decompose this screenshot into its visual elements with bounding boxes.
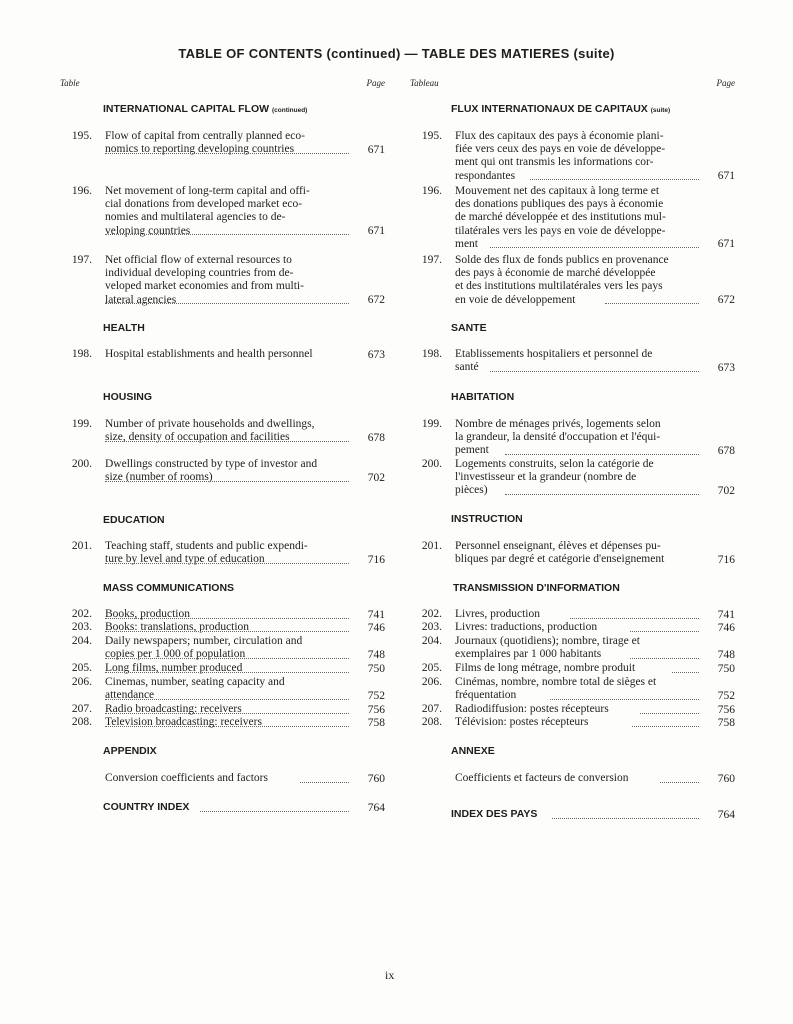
section-heading: HOUSING: [103, 391, 153, 403]
toc-entry[interactable]: INDEX DES PAYS 764: [451, 808, 735, 821]
toc-entry[interactable]: 208. Télévision: postes récepteurs 758: [421, 716, 735, 729]
page-label: Page: [366, 78, 385, 88]
toc-entry[interactable]: 207. Radiodiffusion: postes récepteurs 756: [421, 703, 735, 716]
section-heading: APPENDIX: [103, 745, 157, 757]
toc-entry[interactable]: 196. Mouvement net des capitaux à long terme et des donations publiques des pays à économie de marché développée et des institutions mul- tilatérales vers les pays en voie de développe- ment 671: [421, 185, 735, 250]
english-column: [60, 0, 385, 1024]
toc-entry[interactable]: 203. Books: translations, production 746: [71, 621, 385, 634]
column-header: [60, 78, 385, 90]
toc-entry[interactable]: 198. Etablissements hospitaliers et personnel de santé 673: [421, 348, 735, 374]
toc-entry[interactable]: Coefficients et facteurs de conversion 760: [455, 772, 735, 785]
toc-entry[interactable]: 204. Daily newspapers; number, circulation and copies per 1 000 of population 748: [71, 635, 385, 661]
section-heading: INDEX DES PAYS: [451, 808, 538, 820]
toc-entry[interactable]: COUNTRY INDEX 764: [103, 801, 385, 814]
table-label: Table: [60, 78, 80, 88]
toc-entry[interactable]: 196. Net movement of long-term capital and offi- cial donations from developed market eco- nomies and multilateral agencies to de- veloping countries 671: [71, 185, 385, 237]
toc-entry[interactable]: 205. Long films, number produced 750: [71, 662, 385, 675]
toc-entry[interactable]: 199. Number of private households and dwellings, size, density of occupation and facilities 678: [71, 418, 385, 444]
toc-entry[interactable]: 206. Cinemas, number, seating capacity and attendance 752: [71, 676, 385, 702]
toc-entry[interactable]: 208. Television broadcasting: receivers 758: [71, 716, 385, 729]
toc-entry[interactable]: 203. Livres: traductions, production 746: [421, 621, 735, 634]
section-heading: FLUX INTERNATIONAUX DE CAPITAUX (suite): [451, 103, 671, 115]
section-heading: INSTRUCTION: [451, 513, 523, 525]
toc-entry[interactable]: 204. Journaux (quotidiens); nombre, tirage et exemplaires par 1 000 habitants 748: [421, 635, 735, 661]
toc-entry[interactable]: 202. Livres, production 741: [421, 608, 735, 621]
section-heading: INTERNATIONAL CAPITAL FLOW (continued): [103, 103, 308, 115]
toc-entry[interactable]: 206. Cinémas, nombre, nombre total de sièges et fréquentation 752: [421, 676, 735, 702]
toc-entry[interactable]: 202. Books, production 741: [71, 608, 385, 621]
toc-entry[interactable]: 195. Flux des capitaux des pays à économie plani- fiée vers ceux des pays en voie de développe- ment qui ont transmis les informations cor- respondantes 671: [421, 130, 735, 182]
toc-entry[interactable]: 207. Radio broadcasting: receivers 756: [71, 703, 385, 716]
section-heading: COUNTRY INDEX: [103, 801, 190, 813]
toc-entry[interactable]: Conversion coefficients and factors 760: [105, 772, 385, 785]
table-label: Tableau: [410, 78, 439, 88]
toc-entry[interactable]: 195. Flow of capital from centrally planned eco- nomics to reporting developing countries 671: [71, 130, 385, 156]
toc-entry[interactable]: 205. Films de long métrage, nombre produit 750: [421, 662, 735, 675]
page-title: TABLE OF CONTENTS (continued) — TABLE DES MATIERES (suite): [178, 46, 615, 61]
column-header: [410, 78, 735, 90]
toc-entry[interactable]: 197. Solde des flux de fonds publics en provenance des pays à économie de marché développée et des institutions multilatérales vers les pays en voie de développement 672: [421, 254, 735, 306]
toc-entry[interactable]: 200. Logements construits, selon la catégorie de l'investisseur et la grandeur (nombre de pièces) 702: [421, 458, 735, 497]
section-heading: HABITATION: [451, 391, 515, 403]
section-heading: HEALTH: [103, 322, 145, 334]
section-heading: EDUCATION: [103, 514, 165, 526]
toc-entry[interactable]: 199. Nombre de ménages privés, logements selon la grandeur, la densité d'occupation et l'équi- pement 678: [421, 418, 735, 457]
toc-entry[interactable]: 197. Net official flow of external resources to individual developing countries from de- veloped market economies and from multi- lateral agencies 672: [71, 254, 385, 306]
page-number: ix: [385, 968, 395, 982]
toc-entry[interactable]: 201. Personnel enseignant, élèves et dépenses pu- bliques par degré et catégorie d'enseignement 716: [421, 540, 735, 566]
toc-entry[interactable]: 200. Dwellings constructed by type of investor and size (number of rooms) 702: [71, 458, 385, 484]
section-heading: TRANSMISSION D'INFORMATION: [453, 582, 620, 594]
page-label: Page: [716, 78, 735, 88]
toc-entry[interactable]: 201. Teaching staff, students and public expendi- ture by level and type of education 716: [71, 540, 385, 566]
french-column: [410, 0, 735, 1024]
section-heading: ANNEXE: [451, 745, 495, 757]
section-heading: MASS COMMUNICATIONS: [103, 582, 235, 594]
section-heading: SANTE: [451, 322, 487, 334]
toc-entry[interactable]: 198. Hospital establishments and health personnel 673: [71, 348, 385, 361]
